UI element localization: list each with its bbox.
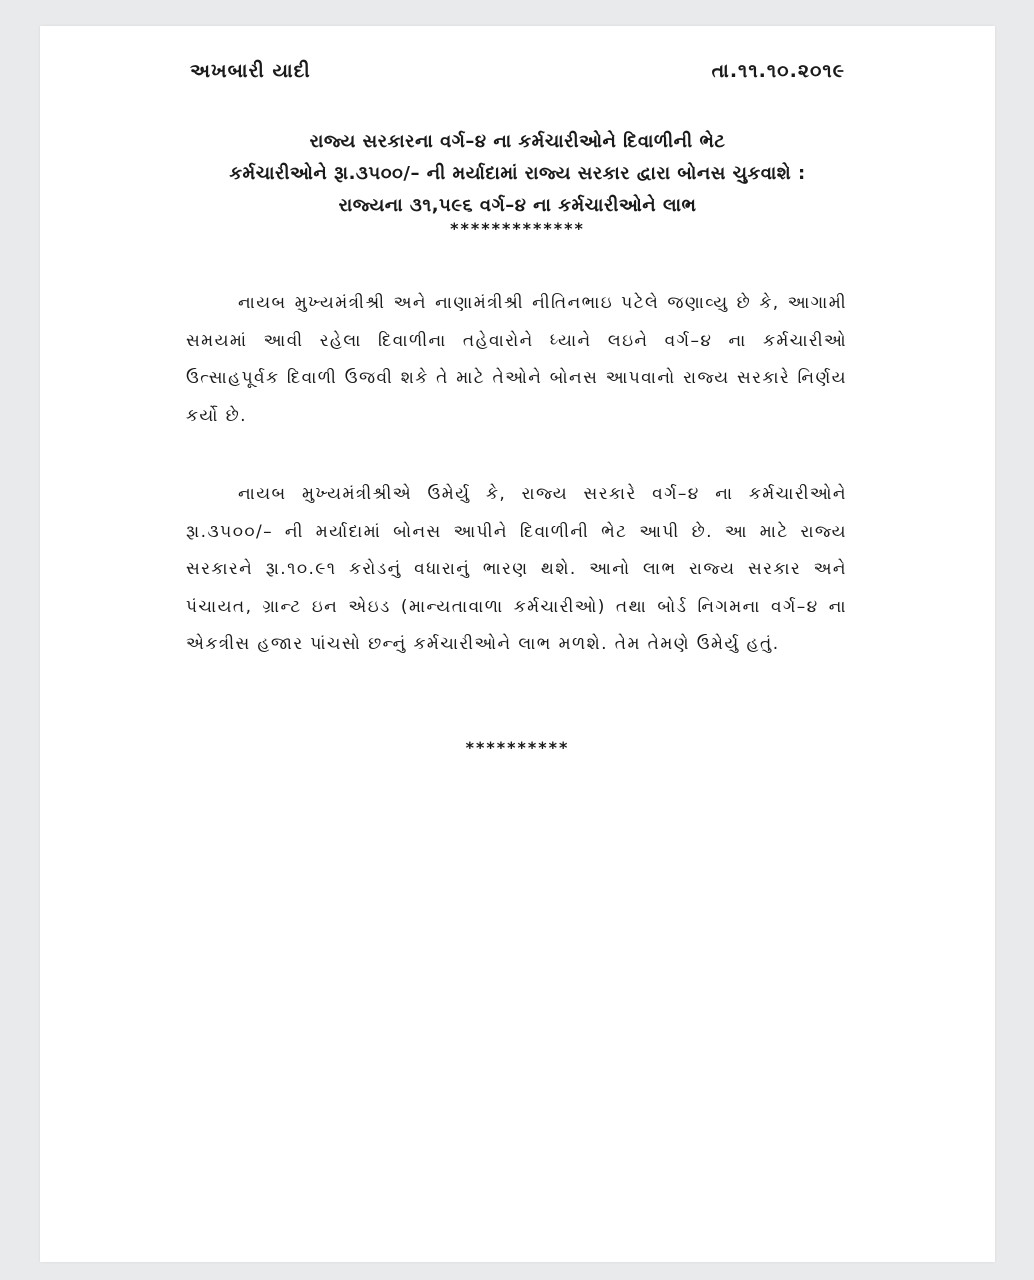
headline-separator: ************* [450,219,585,238]
footer-separator: ********** [465,738,570,757]
headline-line-3: રાજ્યના ૩૧,૫૯૬ વર્ગ–૪ ના કર્મચારીઓને લાભ [338,195,697,216]
body-paragraph-1: નાયબ મુખ્યમંત્રીશ્રી અને નાણામંત્રીશ્રી નીતિનભાઇ પટેલે જણાવ્યુ છે કે, આગામી સમયમાં આવી રહેલા દિવાળીના તહેવારોને ધ્યાને લઇને વર્ગ–૪ ના કર્મચારીઓ ઉત્સાહપૂર્વક દિવાળી ઉજવી શકે તે માટે તેઓને બોનસ આપવાનો રાજ્ય સરકારે નિર્ણય કર્યો છે. [186,293,847,426]
headline-line-1: રાજ્ય સરકારના વર્ગ–૪ ના કર્મચારીઓને દિવાળીની ભેટ [309,131,726,152]
document-page [40,26,995,1262]
headline-block [40,126,995,236]
body-paragraph-2: નાયબ મુખ્યમંત્રીશ્રીએ ઉમેર્યુ કે, રાજ્ય સરકારે વર્ગ–૪ ના કર્મચારીઓને રૂા.૩૫૦૦/– ની મર્યાદામાં બોનસ આપીને દિવાળીની ભેટ આપી છે. આ માટે રાજ્ય સરકારને રૂા.૧૦.૯૧ કરોડનું વધારાનું ભારણ થશે. આનો લાભ રાજ્ય સરકાર અને પંચાયત, ગ્રાન્ટ ઇન એઇડ (માન્યતાવાળા કર્મચારીઓ) તથા બોર્ડ નિગમના વર્ગ–૪ ના એકત્રીસ હજાર પાંચસો છન્નું કર્મચારીઓને લાભ મળશે. તેમ તેમણે ઉમેર્યુ હતું. [186,484,847,654]
document-header [190,60,845,82]
headline-line-2: કર્મચારીઓને રૂા.૩૫૦૦/– ની મર્યાદામાં રાજ્ય સરકાર દ્વારા બોનસ ચુકવાશે : [229,163,806,184]
press-release-label: અખબારી યાદી [190,60,311,82]
release-date: તા.૧૧.૧૦.૨૦૧૯ [711,60,845,82]
